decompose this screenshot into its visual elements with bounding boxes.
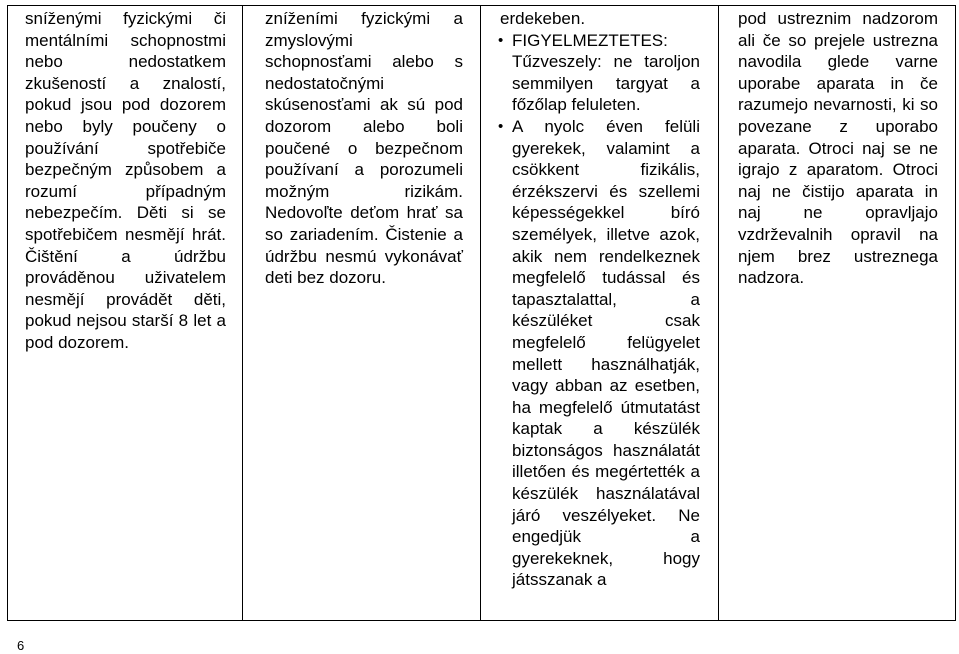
slovak-column: [243, 6, 481, 621]
page-number: 6: [17, 638, 25, 653]
slovak-text: zníženími fyzickými a zmyslovými schopnosťami alebo s nedostatočnými skúsenosťami ak sú pod dozorom alebo boli poučené o bezpečnom používaní a porozumeli možným rizikám. Nedovoľte deťom hrať sa so zariadením. Čistenie a údržbu nesmú vykonávať deti bez dozoru.: [265, 9, 463, 288]
table-row: [8, 6, 956, 621]
czech-text: sníženými fyzickými či mentálními schopnostmi nebo nedostatkem zkušeností a znalostí, pokud jsou pod dozorem nebo byly poučeny o používání spotřebiče bezpečným způsobem a rozumí případným nebezpečím. Děti si se spotřebičem nesmějí hrát. Čištění a údržbu prováděnou uživatelem nesmějí provádět děti, pokud nejsou starší 8 let a pod dozorem.: [25, 9, 226, 352]
instructions-table: [7, 5, 956, 621]
list-item: [500, 30, 700, 116]
hungarian-column: [481, 6, 719, 621]
slovenian-column: [719, 6, 956, 621]
hungarian-lead-text: erdekeben.: [500, 9, 586, 28]
czech-column: [8, 6, 243, 621]
children-bullet-text: A nyolc éven felüli gyerekek, valamint a csökkent fizikális, érzékszervi és szellemi képességekkel bíró személyek, illetve azok, akik nem rendelkeznek megfelelő tudással és tapasztalattal, a készüléket csak megfelelő felügyelet mellett használhatják, vagy abban az esetben, ha megfelelő útmutatást kaptak a készülék biztonságos használatát illetően és megértették a készülék használatával járó veszélyeket. Ne engedjük a gyerekeknek, hogy játsszanak a: [512, 116, 700, 590]
hungarian-bullet-list: [500, 30, 700, 591]
slovenian-text: pod ustreznim nadzorom ali če so prejele ustrezna navodila glede varne uporabe aparata in če razumejo nevarnosti, ki so povezane z uporabo aparata. Otroci naj se ne igrajo z aparatom. Otroci naj ne čistijo aparata in naj ne opravljajo vzdrževalnih opravil na njem brez ustreznega nadzora.: [738, 9, 938, 288]
list-item: [500, 116, 700, 591]
warning-bullet-text: FIGYELMEZTETES: Tűzveszely: ne taroljon semmilyen targyat a főzőlap feluleten.: [512, 30, 700, 115]
